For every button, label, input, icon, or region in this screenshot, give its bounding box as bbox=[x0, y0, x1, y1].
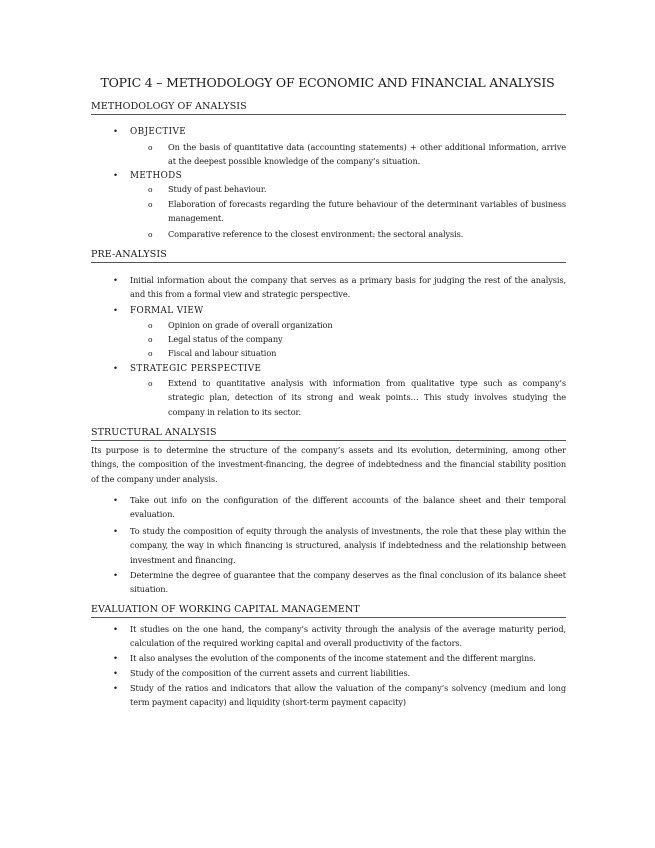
strategic-item: Extend to quantitative analysis with information from qualitative type such as company’s strategic plan, detection of its strong and weak points… This study involves studying the company in relation to its sector. bbox=[168, 378, 566, 417]
working-capital-item: It also analyses the evolution of the components of the income statement and the different margins. bbox=[130, 653, 536, 663]
structural-intro: Its purpose is to determine the structure of the company’s assets and its evolution, determining, among other things, the composition of the investment-financing, the degree of indebtedness and the financial stability position of the company under analysis. bbox=[91, 445, 566, 484]
methods-item: Elaboration of forecasts regarding the future behaviour of the determinant variables of business management. bbox=[168, 199, 566, 224]
sub-bullet-icon: o bbox=[148, 200, 153, 209]
bullet-icon: • bbox=[113, 306, 119, 316]
working-capital-item: It studies on the one hand, the company’s activity through the analysis of the average maturity period, calculation of the required working capital and overall productivity of the factors. bbox=[130, 624, 566, 649]
bullet-icon: • bbox=[113, 571, 119, 581]
section-heading-methodology: METHODOLOGY OF ANALYSIS bbox=[91, 101, 566, 115]
bullet-icon: • bbox=[113, 527, 119, 537]
formal-view-item: Legal status of the company bbox=[168, 334, 283, 344]
section-heading-pre-analysis: PRE-ANALYSIS bbox=[91, 249, 566, 263]
methods-item: Comparative reference to the closest environment: the sectoral analysis. bbox=[168, 229, 464, 239]
bullet-icon: • bbox=[113, 127, 119, 137]
bullet-icon: • bbox=[113, 496, 119, 506]
sub-bullet-icon: o bbox=[148, 335, 153, 344]
structural-item: To study the composition of equity through the analysis of investments, the role that these play within the company, the way in which financing is structured, analysis if indebtedness and the relationship between investment and financing. bbox=[130, 526, 566, 565]
bullet-icon: • bbox=[113, 276, 119, 286]
working-capital-item: Study of the ratios and indicators that allow the valuation of the company’s solvency (medium and long term payment capacity) and liquidity (short-term payment capacity) bbox=[130, 683, 566, 708]
structural-item: Determine the degree of guarantee that the company deserves as the final conclusion of its balance sheet situation. bbox=[130, 570, 566, 595]
objective-item: On the basis of quantitative data (accounting statements) + other additional information, arrive at the deepest possible knowledge of the company’s situation. bbox=[168, 142, 566, 167]
sub-bullet-icon: o bbox=[148, 230, 153, 239]
sub-bullet-icon: o bbox=[148, 349, 153, 358]
document-title: TOPIC 4 – METHODOLOGY OF ECONOMIC AND FINANCIAL ANALYSIS bbox=[100, 75, 555, 90]
formal-view-item: Fiscal and labour situation bbox=[168, 348, 277, 358]
bullet-icon: • bbox=[113, 171, 119, 181]
objective-label: OBJECTIVE bbox=[130, 127, 187, 137]
sub-bullet-icon: o bbox=[148, 143, 153, 152]
sub-bullet-icon: o bbox=[148, 321, 153, 330]
working-capital-item: Study of the composition of the current assets and current liabilities. bbox=[130, 668, 411, 678]
methods-item: Study of past behaviour. bbox=[168, 184, 267, 194]
section-heading-structural: STRUCTURAL ANALYSIS bbox=[91, 427, 566, 441]
formal-view-item: Opinion on grade of overall organization bbox=[168, 320, 333, 330]
formal-view-label: FORMAL VIEW bbox=[130, 306, 204, 316]
bullet-icon: • bbox=[113, 364, 119, 374]
methods-label: METHODS bbox=[130, 171, 183, 181]
bullet-icon: • bbox=[113, 654, 119, 664]
strategic-perspective-label: STRATEGIC PERSPECTIVE bbox=[130, 364, 262, 374]
bullet-icon: • bbox=[113, 669, 119, 679]
sub-bullet-icon: o bbox=[148, 185, 153, 194]
structural-item: Take out info on the configuration of the different accounts of the balance sheet and their temporal evaluation. bbox=[130, 495, 566, 520]
section-heading-working-capital: EVALUATION OF WORKING CAPITAL MANAGEMENT bbox=[91, 604, 566, 618]
sub-bullet-icon: o bbox=[148, 379, 153, 388]
bullet-icon: • bbox=[113, 625, 119, 635]
pre-analysis-intro-item: Initial information about the company that serves as a primary basis for judging the rest of the analysis, and this from a formal view and strategic perspective. bbox=[130, 275, 566, 300]
bullet-icon: • bbox=[113, 684, 119, 694]
